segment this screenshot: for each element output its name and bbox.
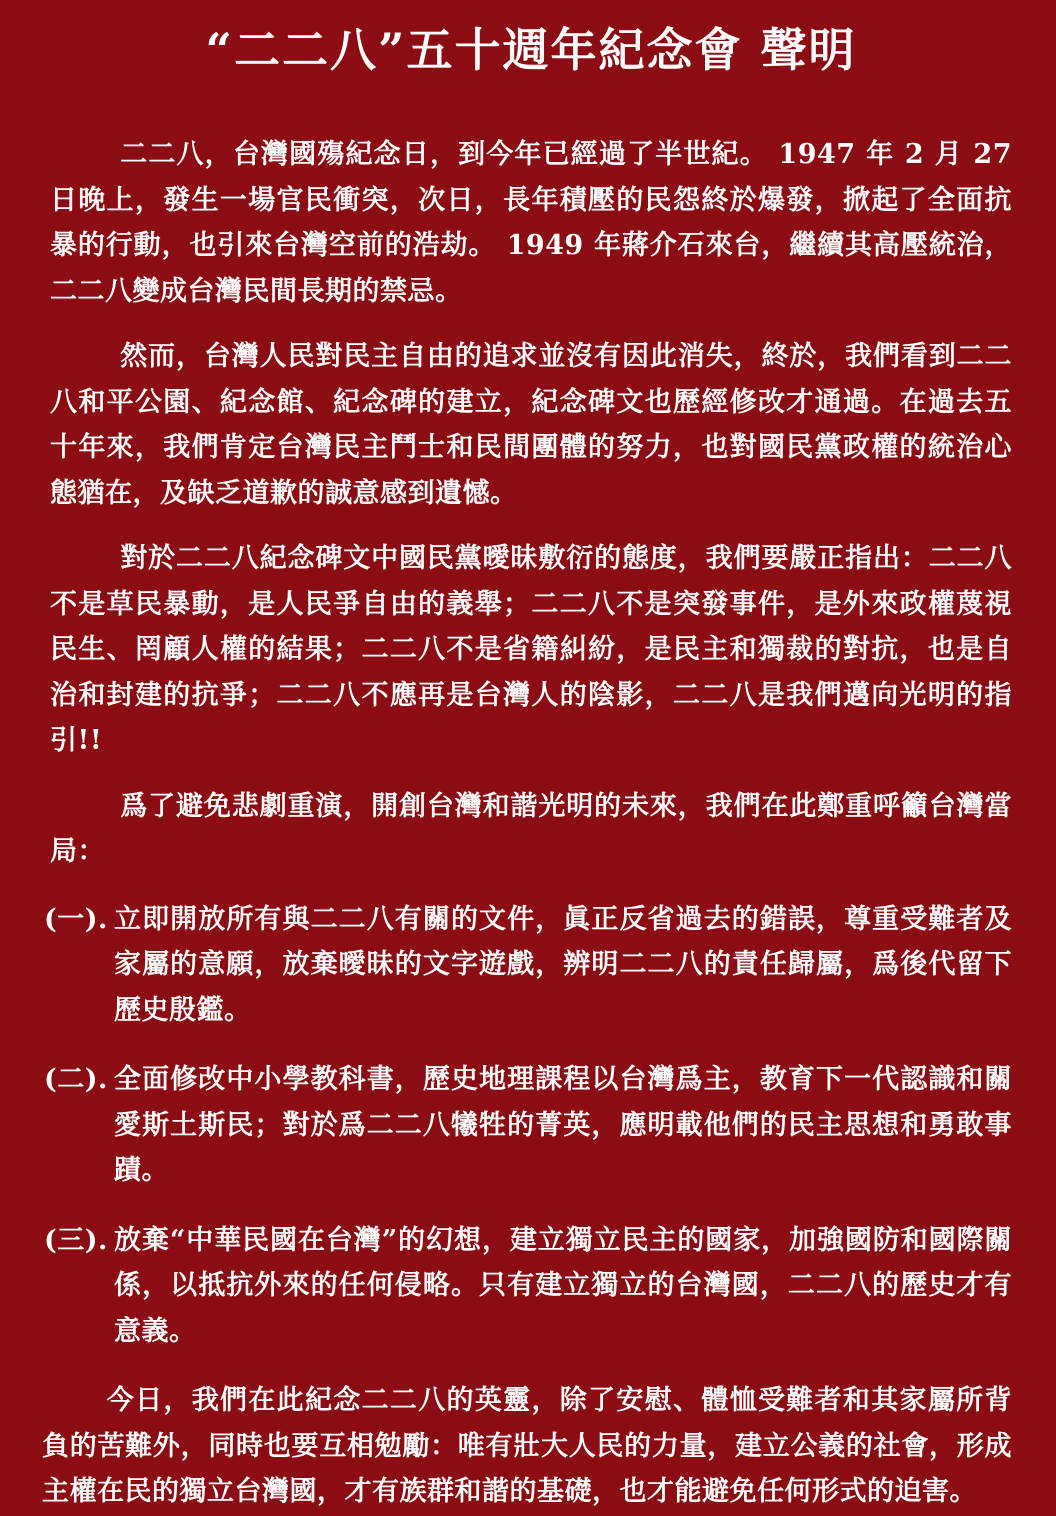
document-title: “二二八”五十週年紀念會 聲明	[205, 23, 857, 77]
demand-item-1	[44, 897, 1012, 1034]
demand-list	[44, 897, 1012, 1355]
demand-item-2	[44, 1057, 1012, 1194]
paragraph-history: 二二八，台灣國殤紀念日，到今年已經過了半世紀。 1947 年 2 月 27 日晚上，發生一場官民衝突，次日，長年積壓的民怨終於爆發，掀起了全面抗暴的行動，也引來台灣空前的浩劫。 1949 年蔣介石來台，繼續其高壓統治，二二八變成台灣民間長期的禁忌。	[50, 139, 1012, 307]
paragraph-closing: 今日，我們在此紀念二二八的英靈，除了安慰、體恤受難者和其家屬所背負的苦難外，同時也要互相勉勵：唯有壯大人民的力量，建立公義的社會，形成主權在民的獨立台灣國，才有族群和諧的基礎，也才能避免任何形式的迫害。	[42, 1385, 1012, 1507]
demand-number: (二).	[44, 1064, 108, 1095]
paragraph-declaration: 對於二二八紀念碑文中國民黨曖昧敷衍的態度，我們要嚴正指出：二二八不是草民暴動，是人民爭自由的義舉；二二八不是突發事件，是外來政權蔑視民生、罔顧人權的結果；二二八不是省籍糾紛，是民主和獨裁的對抗，也是自治和封建的抗爭；二二八不應再是台灣人的陰影，二二八是我們邁向光明的指引!!	[50, 543, 1012, 756]
demand-text: 立即開放所有與二二八有關的文件，眞正反省過去的錯誤，尊重受難者及家屬的意願，放棄曖昧的文字遊戲，辨明二二八的責任歸屬，爲後代留下歷史殷鑑。	[114, 903, 1012, 1026]
demand-item-3	[44, 1218, 1012, 1355]
paragraph-appeal: 爲了避免悲劇重演，開創台灣和諧光明的未來，我們在此鄭重呼籲台灣當局：	[50, 790, 1012, 867]
paragraph-progress: 然而，台灣人民對民主自由的追求並沒有因此消失，終於，我們看到二二八和平公園、紀念館、紀念碑的建立，紀念碑文也歷經修改才通過。在過去五十年來，我們肯定台灣民主鬥士和民間團體的努力，也對國民黨政權的統治心態猶在，及缺乏道歉的誠意感到遺憾。	[50, 341, 1012, 509]
demand-number: (一).	[44, 903, 108, 935]
demand-text: 全面修改中小學教科書，歷史地理課程以台灣爲主，教育下一代認識和關愛斯土斯民；對於爲二二八犧牲的菁英，應明載他們的民主思想和勇敢事蹟。	[114, 1064, 1012, 1186]
demand-text: 放棄“中華民國在台灣”的幻想，建立獨立民主的國家，加強國防和國際關係，以抵抗外來的任何侵略。只有建立獨立的台灣國，二二八的歷史才有意義。	[114, 1224, 1012, 1347]
demand-number: (三).	[44, 1224, 108, 1256]
